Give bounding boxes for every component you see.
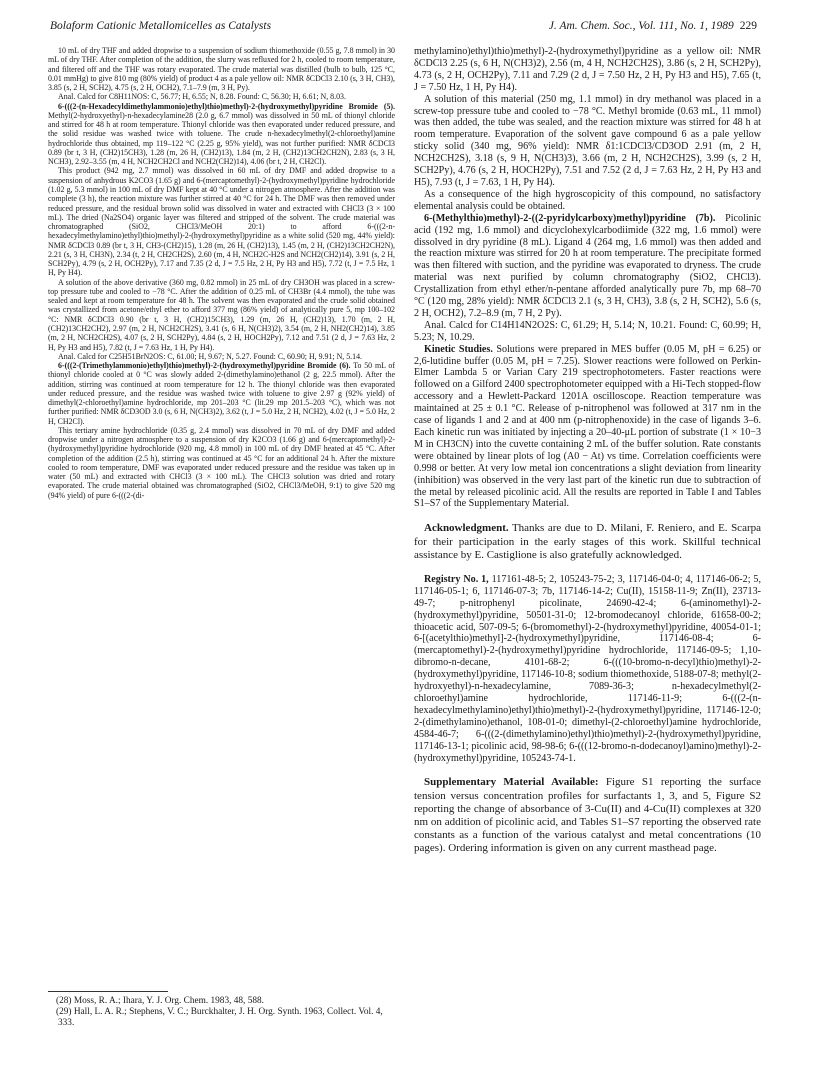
paragraph: [414, 776, 761, 855]
paragraph-heading: Acknowledgment.: [424, 522, 509, 535]
paragraph: [414, 189, 761, 213]
page-number: 229: [739, 20, 757, 32]
paragraph-text: Anal. Calcd for C8H11NOS: C, 56.77; H, 6.55; N, 8.28. Found: C, 56.30; H, 6.61; N, 8.03.: [58, 92, 346, 102]
paragraph-heading: 6-(((2-(n-Hexadecyldimethylammonio)ethyl)thio)methyl)-2-(hydroxymethyl)pyridine Bromide (5).: [58, 101, 395, 111]
paragraph-heading: Kinetic Studies.: [424, 343, 493, 355]
footnote-28: (28) Moss, R. A.; Ihara, Y. J. Org. Chem. 1983, 48, 588.: [56, 996, 264, 1006]
paragraph-text: 10 mL of dry THF and added dropwise to a suspension of sodium thiomethoxide (0.55 g, 7.8 mmol) in 30 mL of dry THF. After completion of the addition, the slurry was refluxed for 2 h, cooled to room temperature, and filtered off and the THF was rotary evaporated. The crude material was distilled (bulb to bulb, 125 °C, 0.01 mmHg) to give 810 mg (80% yield) of product 4 as a pale yellow oil: NMR δCDCl3 2.10 (s, 3 H, CH3), 3.85 (s, 2 H, SCH2), 4.75 (s, 2 H, OCH2), 7.1–7.9 (m, 3 H, Py).: [48, 46, 395, 93]
paragraph-text: A solution of the above derivative (360 mg, 0.82 mmol) in 25 mL of dry CH3OH was placed in a screw-top pressure tube and cooled to −78 °C. After the addition of 0.25 mL of CH3Br (4.4 mmol), the tube was sealed and kept at room temperature for 48 h. The solvent was then evaporated and the crude solid obtained was crystallized from acetone/ethyl ether to afford 377 mg (86% yield) of analytically pure 5, mp 100–102 °C: NMR δCDCl3 0.90 (br t, 3 H, (CH2)15CH3), 1.29 (m, 26 H, (CH2)13), 1.70 (m, 2 H, (CH2)13CH2CH2), 2.97 (m, 2 H, NCH2CH2S), 3.41 (s, 6 H, N(CH3)2), 3.54 (m, 2 H, NH2(CH2)14), 3.85 (m, 2 H, NCH2CH2S), 4.07 (s, 2 H, SCH2Py), 4.84 (s, 2 H, HOCH2Py), 7.12 and 7.51 (2 d, J = 7.63 Hz, 2 H, Py H3 and H5), 7.82 (t, J = 7.63 Hz, 1 H, Py H4).: [48, 277, 395, 352]
paragraph-text: This tertiary amine hydrochloride (0.35 g, 2.4 mmol) was dissolved in 70 mL of dry DMF and added dropwise under a nitrogen atmosphere to a suspension of dry K2CO3 (1.66 g) and 6-(mercaptomethyl)-2-(hydroxymethyl)pyridine hydrochloride (920 mg, 4.8 mmol) in 100 mL of dry DMF heated at 45 °C. After completion of the addition (2.5 h), stirring was continued at 45 °C for an additional 24 h. After the mixture cooled to room temperature, DMF was evaporated under reduced pressure and the residue was taken up in water (50 mL) and extracted with CHCl3 (3 × 100 mL). The CHCl3 solution was dried and rotary evaporated. The crude material obtained was chromatographed (SiO2, CHCl3/MeOH, 9:1) to give 520 mg (94% yield) of pure 6-(((2-(di-: [48, 425, 395, 500]
paragraph: [414, 94, 761, 189]
footnote-rule: [48, 991, 168, 992]
journal-citation: [549, 20, 757, 32]
paragraph-text: methylamino)ethyl)thio)methyl)-2-(hydroxymethyl)pyridine as a yellow oil: NMR δCDCl3 2.25 (s, 6 H, N(CH3)2), 2.56 (m, 4 H, NCH2CH2S), 3.86 (s, 2 H, SCH2Py), 4.73 (s, 2 H, OCH2Py), 7.11 and 7.29 (2 d, J = 7.50 Hz, 2 H, Py H3 and H5), 7.65 (t, J = 7.50 Hz, 1 H, Py H4).: [414, 46, 761, 93]
paragraph-text: Solutions were prepared in MES buffer (0.05 M, pH = 6.25) or 2,6-lutidine buffer (0.05 M, pH = 7.25). Slower reactions were followed on Perkin-Elmer Lambda 5 or Varian Cary 219 spectrophotometers. Faster reactions were followed on a Gilford 2400 spectrophotometer equipped with a Hi-Tech stopped-flow accessory and a Hewlett-Packard 1201A oscilloscope. Reaction temperature was maintained at 25 ± 0.1 °C. Release of p-nitrophenol was followed at 317 nm in the case of ligands 1 and 2 and at 400 nm (p-nitrophenoxide) in the case of ligands 3–6. Each kinetic run was initiated by injecting a 20–40-μL portion of substrate (1 × 10−3 M in CH3CN) into the cuvette containing 2 mL of the buffer solution. Rate constants were obtained by linear plots of log (A0 − At) vs time. Correlation coefficients were 0.998 or better. At very low metal ion concentrations a slight deviation from linearity (inhibition) was observed in the very last part of the kinetic run due to subtraction of the metal by released picolinic acid. All the results are reported in Table I and Tables S1–S7 of the Supplementary Material.: [414, 343, 762, 510]
paragraph-text: Anal. Calcd for C25H51BrN2OS: C, 61.00; H, 9.67; N, 5.27. Found: C, 60.90; H, 9.91; N, 5.14.: [58, 351, 363, 361]
paragraph: [48, 92, 395, 101]
paragraph: [48, 352, 395, 361]
paragraph: [414, 320, 761, 344]
paragraph: [414, 46, 761, 94]
paragraph: [414, 574, 761, 765]
paragraph-text: Figure S1 reporting the surface tension versus concentration profiles for surfactants 1, 3, and 5, Figure S2 reporting the change of absorbance of 3-Cu(II) and 4-Cu(II) complexes at 320 nm on addition of picolinic acid, and Tables S1–S7 reporting the observed rate constants as a function of the various catalyst and metal concentrations (10 pages). Ordering information is given on any current masthead page.: [414, 776, 761, 855]
paragraph-text: This product (942 mg, 2.7 mmol) was dissolved in 60 mL of dry DMF and added dropwise to a suspension of anhydrous K2CO3 (1.65 g) and 6-(mercaptomethyl)-2-(hydroxymethyl)pyridine hydrochloride (1.02 g, 5.3 mmol) in 100 mL of dry DMF kept at 40 °C under a nitrogen atmosphere. After the addition was complete (3 h), the reaction mixture was further stirred at 40 °C for 24 h. The DMF was then removed under reduced pressure, and the residual brown solid was dissolved in water and extracted with CHCl3 (3 × 100 mL). The dried (Na2SO4) organic layer was filtered and stripped of the solvent. The crude material was chromatographed (SiO2, CHCl3/MeOH 20:1) to afford 6-(((2-n-hexadecylmethylamino)ethyl)thio)methyl)-2-(hydroxymethyl)pyridine as a white solid (520 mg, 44% yield): NMR δCDCl3 0.89 (br t, 3 H, CH3-(CH2)15), 1.28 (m, 26 H, (CH2)13), 1.45 (m, 2 H, (CH2)13CH2CH2N), 2.21 (s, 3 H, CH3N), 2.34 (t, 2 H, CH2CH2S), 2.60 (m, 4 H, NCH2C-H2S and NCH2(CH2)14), 3.91 (s, 2 H, SCH2Py), 4.79 (s, 2 H, OCH2Py), 7.17 and 7.35 (2 d, J = 7.5 Hz, 2 H, Py H3 and H5), 7.72 (t, J = 7.5 Hz, 1 H, Py H4).: [48, 166, 395, 278]
paragraph: [48, 278, 395, 352]
journal-reference: J. Am. Chem. Soc., Vol. 111, No. 1, 1989: [548, 20, 734, 32]
paragraph: [48, 361, 395, 426]
paragraph-text: Anal. Calcd for C14H14N2O2S: C, 61.29; H, 5.14; N, 10.21. Found: C, 60.99; H, 5.23; N, 10.29.: [414, 319, 761, 343]
footnotes: [48, 991, 395, 1028]
paragraph-text: A solution of this material (250 mg, 1.1 mmol) in dry methanol was placed in a screw-top pressure tube and cooled to −78 °C. Methyl bromide (0.63 mL, 11 mmol) was then added, the tube was sealed, and the reaction mixture was stirred for 48 h at room temperature. Evaporation of the solvent gave compound 6 as a pale yellow sticky solid (340 mg, 96% yield): NMR δ1:1CDCl3/CD3OD 2.91 (m, 2 H, NCH2CH2S), 3.18 (s, 9 H, N(CH3)3), 3.66 (m, 2 H, NCH2CH2S), 3.99 (s, 2 H, SCH2Py), 4.76 (s, 2 H, HOCH2Py), 7.51 and 7.52 (2 d, J = 7.63 Hz, 2 H, Py H3 and H5), 7.93 (t, J = 7.63, 1 H, Py H4).: [414, 93, 761, 188]
paragraph-heading: 6-(Methylthio)methyl)-2-((2-pyridylcarboxy)methyl)pyridine (7b).: [424, 212, 716, 224]
paragraph-heading: Supplementary Material Available:: [424, 776, 599, 789]
paragraph: [414, 213, 761, 320]
paragraph-heading: 6-(((2-(Trimethylammonio)ethyl)thio)methyl)-2-(hydroxymethyl)pyridine Bromide (6).: [58, 361, 351, 371]
paragraph: [48, 46, 395, 92]
running-title: Bolaform Cationic Metallomicelles as Catalysts: [50, 20, 272, 32]
footnote-29: (29) Hall, L. A. R.; Stephens, V. C.; Burckhalter, J. H. Org. Synth. 1963, Collect. Vol. 4, 333.: [56, 1006, 383, 1028]
right-column: [414, 46, 761, 1056]
left-column: [48, 46, 395, 1056]
paragraph-text: Thanks are due to D. Milani, F. Reniero, and E. Scarpa for their participation in the early stages of this work. Skillful technical assistance by E. Castiglione is also gratefully acknowledged.: [414, 522, 761, 561]
paragraph-text: Methyl(2-hydroxyethyl)-n-hexadecylamine28 (2.0 g, 6.7 mmol) was dissolved in 50 mL of thionyl chloride and stirred for 48 h at room temperature. Thionyl chloride was then evaporated under reduced pressure, and the solid residue was washed twice with toluene. The crude n-hexadecylmethyl(2-chloroethyl)amine hydrochloride thus obtained, mp 119–122 °C (2.25 g, 95% yield), was not further purified: NMR δCDCl3 0.89 (br t, 3 H, (CH2)15CH3), 1.28 (m, 26 H, (CH2)13), 1.84 (m, 2 H, (CH2)13CH2CH2N), 2.83 (s, 3 H, NCH3), 2.92–3.55 (m, 4 H, NCH2CH2Cl and NCH2(CH2)14), 4.06 (br t, 2 H, CH2Cl).: [48, 110, 395, 167]
paragraph-heading: Registry No. 1,: [424, 573, 489, 585]
paragraph: [414, 522, 761, 562]
paragraph: [48, 166, 395, 277]
paragraph-text: Picolinic acid (192 mg, 1.6 mmol) and dicyclohexylcarbodiimide (322 mg, 1.6 mmol) were dissolved in dry pyridine (8 mL). Ligand 4 (264 mg, 1.6 mmol) was then added and the reaction mixture was stirred for 20 h at room temperature. The precipitate formed was then filtered with suction, and the pyridine was evaporated to dryness. The crude material was next purified by column chromatography (SiO2, CHCl3). Crystallization from ethyl ether/n-pentane afforded analytically pure 7b, mp 68–70 °C (120 mg, 28% yield): NMR δCDCl3 2.1 (s, 3 H, CH3), 3.8 (s, 2 H, SCH2), 5.6 (s, 2 H, OCH2), 7.2–8.9 (m, 7 H, 2 Py).: [414, 212, 761, 319]
paragraph-text: As a consequence of the high hygroscopicity of this compound, no satisfactory elemental analysis could be obtained.: [414, 188, 761, 212]
paragraph-text: 117161-48-5; 2, 105243-75-2; 3, 117146-04-0; 4, 117146-06-2; 5, 117146-05-1; 6, 117146-07-3; 7b, 117146-14-2; Cu(II), 15158-11-9; Zn(II), 23713-49-7; p-nitrophenyl picolinate, 24690-42-4; 6-(aminomethyl)-2-(hydroxymethyl)pyridine, 50501-31-0; 12-bromodecanoyl chloride, 61658-00-2; thioacetic acid, 507-09-5; 6-(bromomethyl)-2-(hydroxymethyl)pyridine, 40054-01-1; 6-[(acetylthio)methyl]-2-(hydroxymethyl)pyridine, 117146-08-4; 6-(mercaptomethyl)-2-(hydroxymethyl)pyridine hydrochloride, 117146-09-5; 1,10-dibromo-n-decane, 4101-68-2; 6-(((10-bromo-n-decyl)thio)methyl)-2-(hydroxymethyl)pyridine, 117146-10-8; sodium thiomethoxide, 5188-07-8; methyl(2-hydroxyethyl)-n-hexadecylamine, 7089-36-3; n-hexadecylmethyl(2-chloroethyl)amine hydrochloride, 117146-11-9; 6-(((2-(n-hexadecylmethylamino)ethyl)thio)methyl)-2-(hydroxymethyl)pyridine, 117146-12-0; 2-(dimethylamino)ethanol, 108-01-0; dimethyl-(2-chloroethyl)amine hydrochloride, 4584-46-7; 6-(((2-(dimethylamino)ethyl)thio)methyl)-2-(hydroxymethyl)pyridine, 117146-13-1; picolinic acid, 98-98-6; 6-(((12-bromo-n-dodecanoyl)amino)methyl)-2-(hydroxymethyl)pyridine, 105243-74-1.: [414, 573, 761, 764]
running-header: [50, 20, 757, 36]
paragraph: [414, 344, 761, 511]
paragraph-text: To 50 mL of thionyl chloride cooled at 0 °C was slowly added 2-(dimethylamino)ethanol (2 g, 22.5 mmol). After the addition, stirring was continued at room temperature for 12 h. The thionyl chloride was then evaporated under reduced pressure, and the residue was washed twice with toluene to give 2.97 g (92% yield) of dimethyl(2-chloroethyl)amine hydrochloride, mp 201–203 °C (lit.29 mp 201.5–203 °C), which was not further purified: NMR δCD3OD 3.0 (s, 6 H, N(CH3)2), 3.62 (t, J = 5.0 Hz, 2 H, NCH2), 4.02 (t, J = 5.0 Hz, 2 H, CH2Cl).: [48, 361, 396, 426]
paragraph: [48, 102, 395, 167]
paragraph: [48, 426, 395, 500]
